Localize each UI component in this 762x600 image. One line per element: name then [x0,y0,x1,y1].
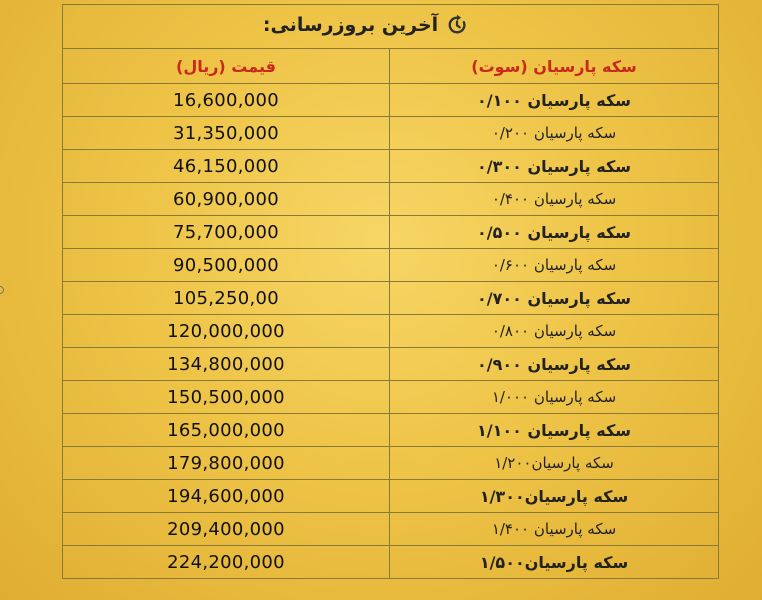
table-row [63,216,719,249]
price-cell: 120,000,000 [63,315,390,348]
coin-name-cell: سکه پارسیان ۱/۴۰۰ [390,513,719,546]
coin-name-cell: سکه پارسیان ۱/۰۰۰ [390,381,719,414]
coin-name-cell: سکه پارسیان ۰/۴۰۰ [390,183,719,216]
price-cell: 105,250,00 [63,282,390,315]
price-cell: 209,400,000 [63,513,390,546]
table-row [63,249,719,282]
column-header-row [63,49,719,84]
coin-name-cell: سکه پارسیان ۰/۵۰۰ [390,216,719,249]
update-row [63,5,719,49]
price-cell: 60,900,000 [63,183,390,216]
table-row [63,117,719,150]
refresh-clock-icon [446,14,468,36]
price-rows [63,84,719,579]
last-update-label: آخرین بروزرسانی: [262,13,439,36]
coin-name-cell: سکه پارسیان ۰/۶۰۰ [390,249,719,282]
update-cell [63,5,719,49]
table-row [63,315,719,348]
price-column-header: قیمت (ریال) [63,49,390,84]
coin-price-table [62,4,719,579]
price-cell: 224,200,000 [63,546,390,579]
table-row [63,480,719,513]
price-cell: 16,600,000 [63,84,390,117]
table-row [63,348,719,381]
table-row [63,381,719,414]
table-row [63,546,719,579]
coin-name-cell: سکه پارسیان ۰/۱۰۰ [390,84,719,117]
table-row [63,414,719,447]
coin-name-cell: سکه پارسیان ۰/۳۰۰ [390,150,719,183]
coin-name-cell: سکه پارسیان ۰/۹۰۰ [390,348,719,381]
coin-name-cell: سکه پارسیان ۰/۷۰۰ [390,282,719,315]
last-update-group [263,14,468,36]
table-row [63,447,719,480]
table-row [63,282,719,315]
coin-name-cell: سکه پارسیان۱/۲۰۰ [390,447,719,480]
coin-column-header: سکه پارسیان (سوت) [390,49,719,84]
price-cell: 75,700,000 [63,216,390,249]
price-cell: 31,350,000 [63,117,390,150]
price-cell: 194,600,000 [63,480,390,513]
coin-name-cell: سکه پارسیان ۰/۸۰۰ [390,315,719,348]
table-row [63,183,719,216]
coin-name-cell: سکه پارسیان۱/۵۰۰ [390,546,719,579]
price-cell: 46,150,000 [63,150,390,183]
coin-name-cell: سکه پارسیان ۰/۲۰۰ [390,117,719,150]
price-cell: 90,500,000 [63,249,390,282]
table-row [63,513,719,546]
table-row [63,84,719,117]
table-row [63,150,719,183]
price-cell: 150,500,000 [63,381,390,414]
price-cell: 165,000,000 [63,414,390,447]
price-cell: 179,800,000 [63,447,390,480]
coin-name-cell: سکه پارسیان۱/۳۰۰ [390,480,719,513]
edge-circle-marker [0,286,4,294]
price-cell: 134,800,000 [63,348,390,381]
coin-name-cell: سکه پارسیان ۱/۱۰۰ [390,414,719,447]
